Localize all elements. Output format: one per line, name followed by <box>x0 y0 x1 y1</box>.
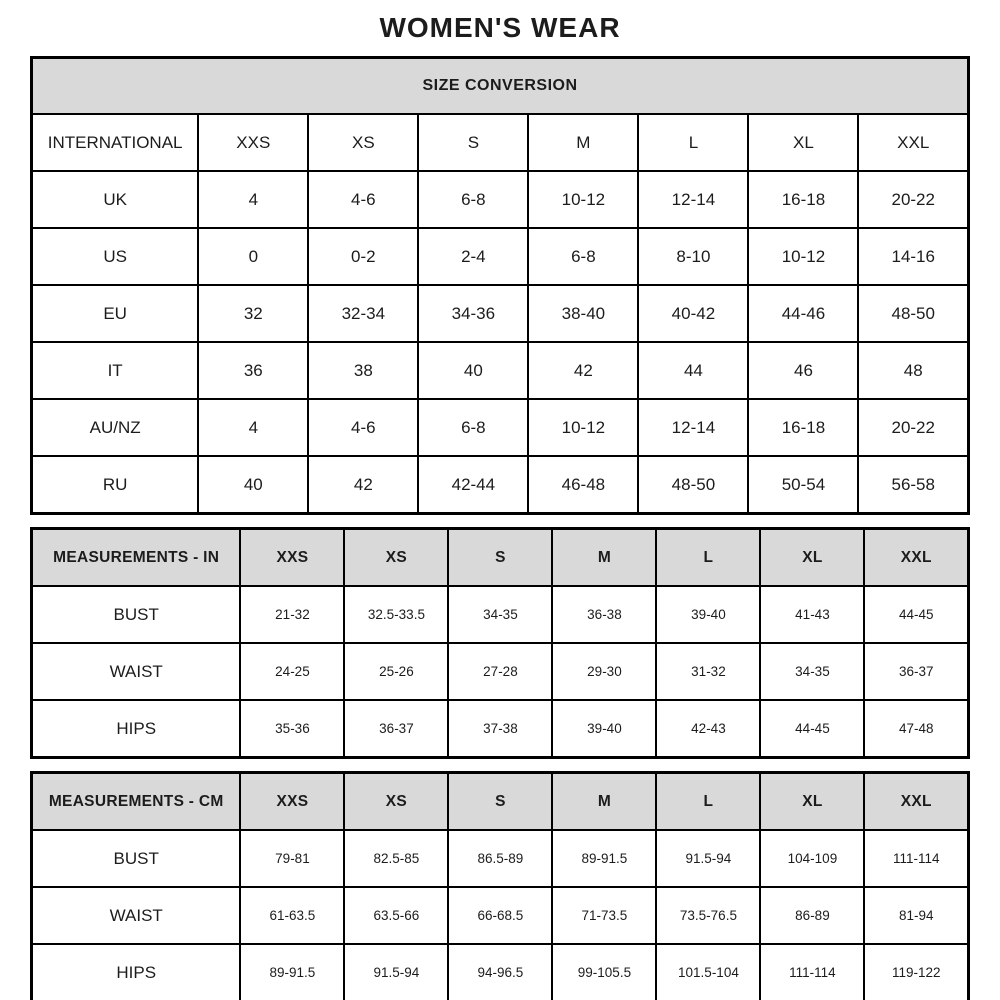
measurements-in-header-row <box>32 529 969 587</box>
cell: 12-14 <box>638 171 748 228</box>
cell: 38 <box>308 342 418 399</box>
table-row <box>32 830 969 887</box>
cell: 41-43 <box>760 586 864 643</box>
cell: 36-37 <box>344 700 448 758</box>
cell: 16-18 <box>748 399 858 456</box>
cell: 4-6 <box>308 171 418 228</box>
table-row <box>32 643 969 700</box>
column-header: M <box>552 529 656 587</box>
cell: 6-8 <box>528 228 638 285</box>
cell: 8-10 <box>638 228 748 285</box>
measurements-cm-table <box>30 771 970 1000</box>
row-label: RU <box>32 456 199 514</box>
cell: 86-89 <box>760 887 864 944</box>
cell: 34-35 <box>448 586 552 643</box>
column-header: XS <box>308 114 418 171</box>
cell: 73.5-76.5 <box>656 887 760 944</box>
table-row <box>32 285 969 342</box>
column-header: L <box>656 773 760 831</box>
cell: 36-38 <box>552 586 656 643</box>
cell: 40 <box>418 342 528 399</box>
column-header: XXS <box>240 773 344 831</box>
size-conversion-banner: SIZE CONVERSION <box>32 58 969 115</box>
cell: 39-40 <box>552 700 656 758</box>
cell: 25-26 <box>344 643 448 700</box>
cell: 38-40 <box>528 285 638 342</box>
cell: 81-94 <box>864 887 968 944</box>
cell: 40-42 <box>638 285 748 342</box>
cell: 56-58 <box>858 456 968 514</box>
size-conversion-table <box>30 56 970 515</box>
column-header: S <box>448 773 552 831</box>
cell: 79-81 <box>240 830 344 887</box>
column-header: XXL <box>858 114 968 171</box>
cell: 4 <box>198 171 308 228</box>
cell: 82.5-85 <box>344 830 448 887</box>
table-row <box>32 399 969 456</box>
cell: 119-122 <box>864 944 968 1000</box>
cell: 2-4 <box>418 228 528 285</box>
measurements-cm-header-row <box>32 773 969 831</box>
cell: 16-18 <box>748 171 858 228</box>
cell: 0 <box>198 228 308 285</box>
cell: 42-44 <box>418 456 528 514</box>
page-title: WOMEN'S WEAR <box>379 12 621 43</box>
cell: 10-12 <box>748 228 858 285</box>
cell: 48-50 <box>858 285 968 342</box>
cell: 44-45 <box>864 586 968 643</box>
cell: 104-109 <box>760 830 864 887</box>
column-header: L <box>656 529 760 587</box>
cell: 12-14 <box>638 399 748 456</box>
measurements-in-label-column-header: MEASUREMENTS - IN <box>32 529 241 587</box>
cell: 99-105.5 <box>552 944 656 1000</box>
cell: 44-46 <box>748 285 858 342</box>
column-header: XXS <box>240 529 344 587</box>
cell: 111-114 <box>864 830 968 887</box>
cell: 44 <box>638 342 748 399</box>
size-conversion-banner-row <box>32 58 969 115</box>
cell: 20-22 <box>858 399 968 456</box>
cell: 48 <box>858 342 968 399</box>
cell: 14-16 <box>858 228 968 285</box>
cell: 6-8 <box>418 171 528 228</box>
column-header: S <box>448 529 552 587</box>
column-header: XL <box>760 773 864 831</box>
table-row <box>32 171 969 228</box>
cell: 86.5-89 <box>448 830 552 887</box>
table-row <box>32 586 969 643</box>
cell: 50-54 <box>748 456 858 514</box>
table-row <box>32 228 969 285</box>
column-header: XL <box>748 114 858 171</box>
cell: 34-36 <box>418 285 528 342</box>
cell: 4-6 <box>308 399 418 456</box>
row-label: UK <box>32 171 199 228</box>
table-row <box>32 887 969 944</box>
cell: 91.5-94 <box>656 830 760 887</box>
cell: 0-2 <box>308 228 418 285</box>
cell: 21-32 <box>240 586 344 643</box>
cell: 89-91.5 <box>552 830 656 887</box>
cell: 47-48 <box>864 700 968 758</box>
column-header: L <box>638 114 748 171</box>
cell: 48-50 <box>638 456 748 514</box>
cell: 46 <box>748 342 858 399</box>
row-label: WAIST <box>32 643 241 700</box>
cell: 29-30 <box>552 643 656 700</box>
cell: 101.5-104 <box>656 944 760 1000</box>
cell: 32-34 <box>308 285 418 342</box>
cell: 10-12 <box>528 171 638 228</box>
size-conversion-label-column-header: INTERNATIONAL <box>32 114 199 171</box>
row-label: EU <box>32 285 199 342</box>
cell: 35-36 <box>240 700 344 758</box>
column-header: XXS <box>198 114 308 171</box>
column-header: XS <box>344 773 448 831</box>
cell: 6-8 <box>418 399 528 456</box>
column-header: XXL <box>864 529 968 587</box>
cell: 61-63.5 <box>240 887 344 944</box>
measurements-cm-label-column-header: MEASUREMENTS - CM <box>32 773 241 831</box>
cell: 46-48 <box>528 456 638 514</box>
cell: 40 <box>198 456 308 514</box>
cell: 39-40 <box>656 586 760 643</box>
cell: 111-114 <box>760 944 864 1000</box>
cell: 32 <box>198 285 308 342</box>
cell: 71-73.5 <box>552 887 656 944</box>
column-header: M <box>552 773 656 831</box>
cell: 31-32 <box>656 643 760 700</box>
row-label: HIPS <box>32 700 241 758</box>
column-header: XS <box>344 529 448 587</box>
cell: 10-12 <box>528 399 638 456</box>
cell: 42 <box>528 342 638 399</box>
cell: 4 <box>198 399 308 456</box>
cell: 44-45 <box>760 700 864 758</box>
cell: 32.5-33.5 <box>344 586 448 643</box>
column-header: M <box>528 114 638 171</box>
cell: 66-68.5 <box>448 887 552 944</box>
cell: 42-43 <box>656 700 760 758</box>
cell: 89-91.5 <box>240 944 344 1000</box>
row-label: IT <box>32 342 199 399</box>
cell: 91.5-94 <box>344 944 448 1000</box>
cell: 27-28 <box>448 643 552 700</box>
cell: 37-38 <box>448 700 552 758</box>
column-header: XL <box>760 529 864 587</box>
cell: 36-37 <box>864 643 968 700</box>
column-header: XXL <box>864 773 968 831</box>
cell: 24-25 <box>240 643 344 700</box>
cell: 36 <box>198 342 308 399</box>
row-label: WAIST <box>32 887 241 944</box>
measurements-in-table <box>30 527 970 759</box>
cell: 94-96.5 <box>448 944 552 1000</box>
table-row <box>32 456 969 514</box>
row-label: AU/NZ <box>32 399 199 456</box>
cell: 20-22 <box>858 171 968 228</box>
table-row <box>32 342 969 399</box>
table-row <box>32 944 969 1000</box>
table-row <box>32 700 969 758</box>
column-header: S <box>418 114 528 171</box>
row-label: US <box>32 228 199 285</box>
row-label: BUST <box>32 586 241 643</box>
cell: 63.5-66 <box>344 887 448 944</box>
cell: 42 <box>308 456 418 514</box>
row-label: BUST <box>32 830 241 887</box>
cell: 34-35 <box>760 643 864 700</box>
row-label: HIPS <box>32 944 241 1000</box>
size-conversion-header-row <box>32 114 969 171</box>
